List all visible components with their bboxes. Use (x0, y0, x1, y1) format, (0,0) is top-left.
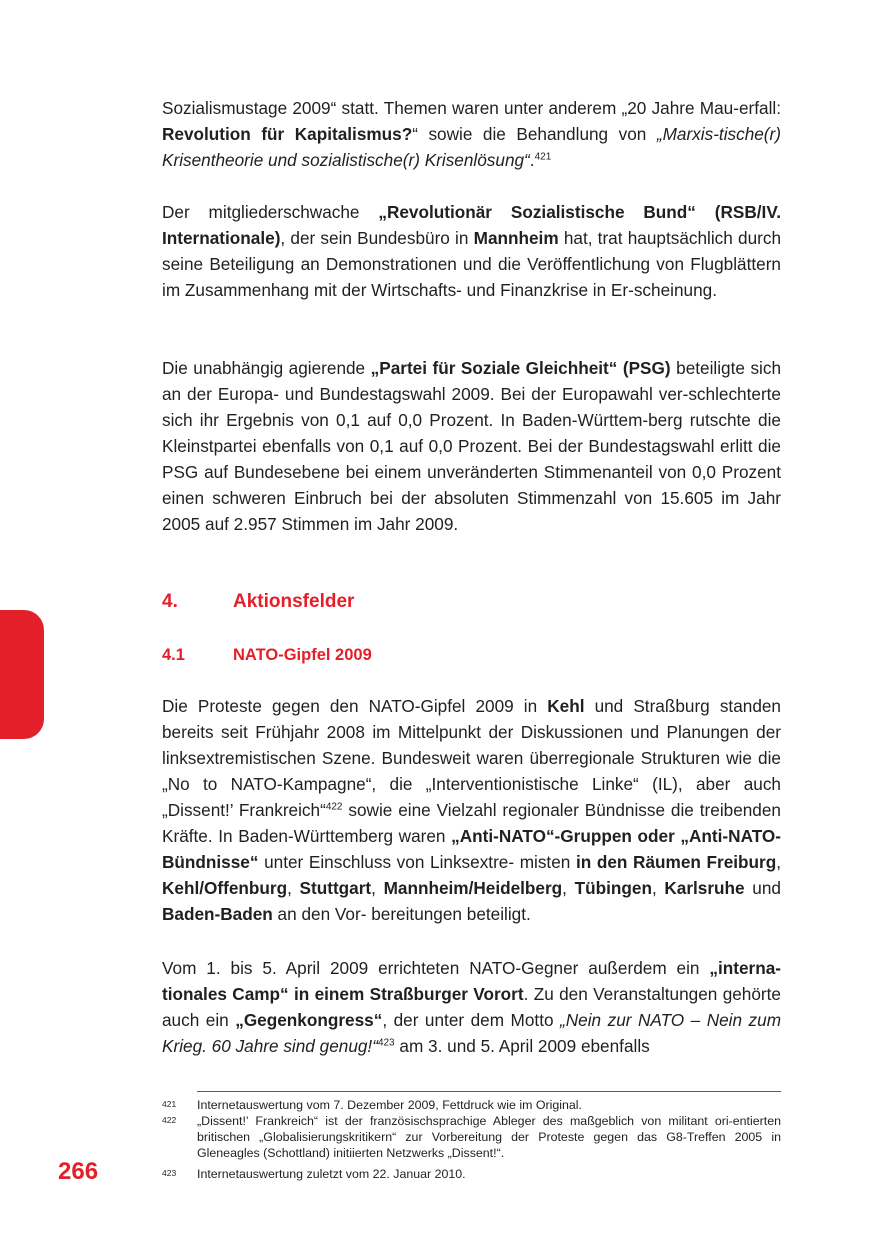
bold-run: „Revolutionär Sozialistische Bund“ (RSB/IV. Internationale) (162, 202, 781, 248)
bold-run: Kehl/Offenburg (162, 878, 288, 898)
text-run: , der unter dem Motto (382, 1010, 561, 1030)
bold-run: Revolution für Kapitalismus? (162, 124, 413, 144)
text-run: , (651, 878, 665, 898)
text-run: hat, trat hauptsächlich durch seine Beteiligung an Demonstrationen und die Veröffentlichung von Flugblättern im Zusammenhang mit der Wirtschafts- und Finanzkrise in Er-scheinung. (162, 228, 782, 300)
text-run: , (287, 878, 300, 898)
section-number: 4. (162, 591, 178, 612)
text-run: . (529, 150, 535, 170)
bold-run: Stuttgart (299, 878, 372, 898)
footnote-text: „Dissent!’ Frankreich“ ist der französischsprachige Ableger des maßgeblich von militant ori-entierten britischen „Globalisierungskritikern“ zur Vorbereitung der Proteste gegen das G8-Treffen 2005 in Gleneagles (Schottland) initiierten Netzwerks „Dissent!“. (197, 1114, 781, 1160)
footnote-ref: 423 (377, 1037, 395, 1049)
page-number: 266 (58, 1158, 99, 1185)
footnote-number: 421 (162, 1099, 177, 1109)
text-run: Die unabhängig agierende (162, 358, 371, 378)
subsection-number: 4.1 (162, 646, 185, 664)
paragraph-camp (162, 955, 781, 1059)
bold-run: „Anti-NATO“-Gruppen oder „Anti-NATO-Bündnisse“ (162, 826, 781, 872)
text-run: Sozialismustage 2009“ statt. Themen waren unter anderem „20 Jahre Mau-erfall: (162, 98, 781, 118)
paragraph-nato-protests (162, 693, 781, 927)
text-run: an den Vor- bereitungen beteiligt. (272, 904, 531, 924)
italic-run: „Marxis-tische(r) Krisentheorie und sozialistische(r) Krisenlösung“ (162, 124, 781, 170)
text-run: Die Proteste gegen den NATO-Gipfel 2009 in (162, 696, 548, 716)
text-run: , (562, 878, 575, 898)
footnote-number: 423 (162, 1168, 177, 1178)
footnote-text: Internetauswertung vom 7. Dezember 2009, Fettdruck wie im Original. (197, 1098, 582, 1112)
chapter-tab-marker (0, 610, 44, 739)
italic-run: „Nein zur NATO – Nein zum Krieg. 60 Jahre sind genug!“ (162, 1010, 782, 1056)
footnote-divider (197, 1091, 781, 1092)
text-run: , (371, 878, 384, 898)
footnote-text: Internetauswertung zuletzt vom 22. Januar 2010. (197, 1167, 466, 1181)
paragraph-psg (162, 355, 781, 537)
bold-run: Kehl (547, 696, 585, 716)
text-run: beteiligte sich an der Europa- und Bundestagswahl 2009. Bei der Europawahl ver-schlechterte sich ihr Ergebnis von 0,1 auf 0,0 Prozent. In Baden-Württem-berg rutschte die Kleinstpartei ebenfalls von 0,1 auf 0,0 Prozent. Bei der Bundestagswahl erlitt die PSG auf Bundesebene bei einem unveränderten Stimmenanteil von 0,0 Prozent einen schweren Einbruch bei der absoluten Stimmenzahl von 15.605 im Jahr 2005 auf 2.957 Stimmen im Jahr 2009. (162, 358, 782, 534)
text-run: “ sowie die Behandlung von (412, 124, 657, 144)
text-run: Vom 1. bis 5. April 2009 errichteten NATO-Gegner außerdem ein (162, 958, 710, 978)
text-run: , (776, 852, 781, 872)
bold-run: „Gegenkongress“ (235, 1010, 383, 1030)
text-run: unter Einschluss von Linksextre- misten (258, 852, 576, 872)
text-run: Der mitgliederschwache (162, 202, 379, 222)
bold-run: Mannheim (473, 228, 559, 248)
text-run: . Zu den Veranstaltungen gehörte auch ein (162, 984, 781, 1030)
text-run: und (744, 878, 781, 898)
paragraph-rsb (162, 199, 781, 303)
bold-run: Baden-Baden (162, 904, 273, 924)
footnote-ref: 422 (325, 801, 343, 813)
bold-run: Mannheim/Heidelberg (383, 878, 563, 898)
text-run: sowie eine Vielzahl regionaler Bündnisse die treibenden Kräfte. In Baden-Württemberg waren (162, 800, 781, 846)
bold-run: Tübingen (574, 878, 652, 898)
bold-run: „Partei für Soziale Gleichheit“ (PSG) (370, 358, 671, 378)
text-run: am 3. und 5. April 2009 ebenfalls (394, 1036, 650, 1056)
bold-run: in den Räumen Freiburg (575, 852, 777, 872)
bold-run: „interna-tionales Camp“ in einem Straßburger Vorort (162, 958, 781, 1004)
footnote-ref: 421 (534, 151, 552, 163)
paragraph-socialism-days (162, 95, 781, 173)
text-run: , der sein Bundesbüro in (280, 228, 474, 248)
bold-run: Karlsruhe (664, 878, 745, 898)
footnote-number: 422 (162, 1115, 177, 1125)
section-title: Aktionsfelder (233, 591, 355, 612)
text-run: und Straßburg standen bereits seit Frühjahr 2008 im Mittelpunkt der Diskussionen und Planungen der linksextremistischen Szene. Bundesweit waren überregionale Strukturen wie die „No to NATO-Kampagne“, die „Interventionistische Linke“ (IL), aber auch „Dissent!’ Frankreich“ (162, 696, 781, 820)
subsection-title: NATO-Gipfel 2009 (233, 646, 372, 664)
